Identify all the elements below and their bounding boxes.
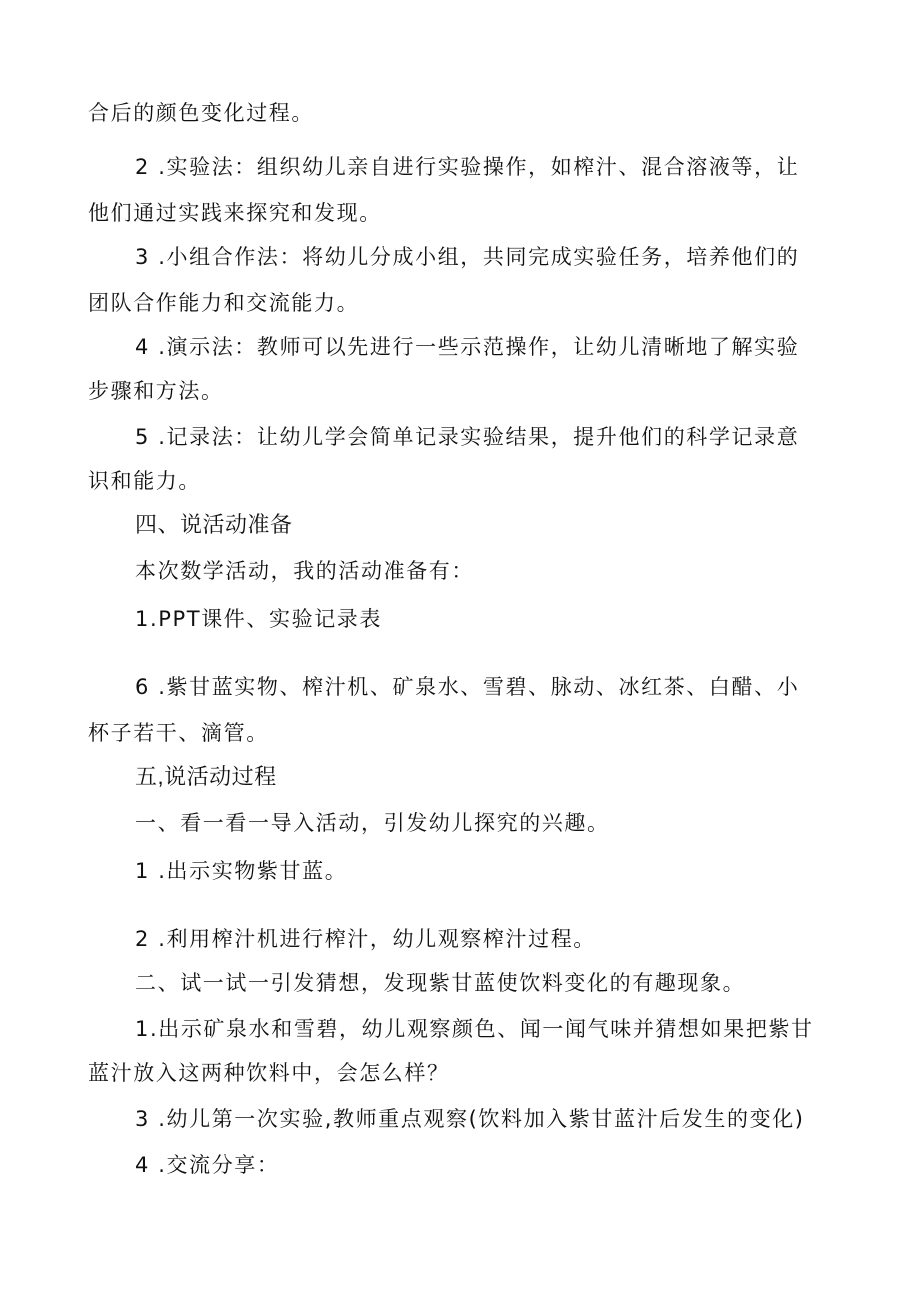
paragraph-line: 合后的颜色变化过程。	[88, 101, 314, 125]
paragraph-line: 团队合作能力和交流能力。	[88, 291, 360, 315]
paragraph-line: 杯子若干、滴管。	[88, 721, 269, 745]
list-item-group-method: 3 .小组合作法：将幼儿分成小组，共同完成实验任务，培养他们的	[135, 245, 800, 269]
list-item-demo-method: 4 .演示法：教师可以先进行一些示范操作，让幼儿清晰地了解实验	[135, 335, 800, 359]
list-item-first-experiment: 3 .幼儿第一次实验,教师重点观察(饮料加入紫甘蓝汁后发生的变化)	[135, 1107, 805, 1131]
paragraph-line: 识和能力。	[88, 469, 201, 493]
list-item-experiment-method: 2 .实验法：组织幼儿亲自进行实验操作，如榨汁、混合溶液等，让	[135, 155, 800, 179]
paragraph-line: 步骤和方法。	[88, 379, 224, 403]
list-item-ppt: 1.PPT课件、实验记录表	[135, 607, 382, 631]
list-item-show-cabbage: 1 .出示实物紫甘蓝。	[135, 859, 348, 883]
list-item-record-method: 5 .记录法：让幼儿学会简单记录实验结果，提升他们的科学记录意	[135, 425, 800, 449]
paragraph-line: 他们通过实践来探究和发现。	[88, 201, 382, 225]
section-heading-preparation: 四、说活动准备	[135, 512, 293, 537]
subsection-heading-try: 二、试一试一引发猜想，发现紫甘蓝使饮料变化的有趣现象。	[135, 971, 746, 995]
paragraph-line: 本次数学活动，我的活动准备有：	[135, 559, 474, 583]
list-item-juicing: 2 .利用榨汁机进行榨汁，幼儿观察榨汁过程。	[135, 927, 596, 951]
paragraph-line: 蓝汁放入这两种饮料中，会怎么样？	[88, 1061, 450, 1085]
list-item-materials: 6 .紫甘蓝实物、榨汁机、矿泉水、雪碧、脉动、冰红茶、白醋、小	[135, 675, 800, 699]
list-item-share: 4 .交流分享：	[135, 1153, 280, 1177]
subsection-heading-look: 一、看一看一导入活动，引发幼儿探究的兴趣。	[135, 811, 610, 835]
list-item-show-drinks: 1.出示矿泉水和雪碧，幼儿观察颜色、闻一闻气味并猜想如果把紫甘	[135, 1017, 814, 1041]
section-heading-process: 五,说活动过程	[135, 764, 277, 789]
